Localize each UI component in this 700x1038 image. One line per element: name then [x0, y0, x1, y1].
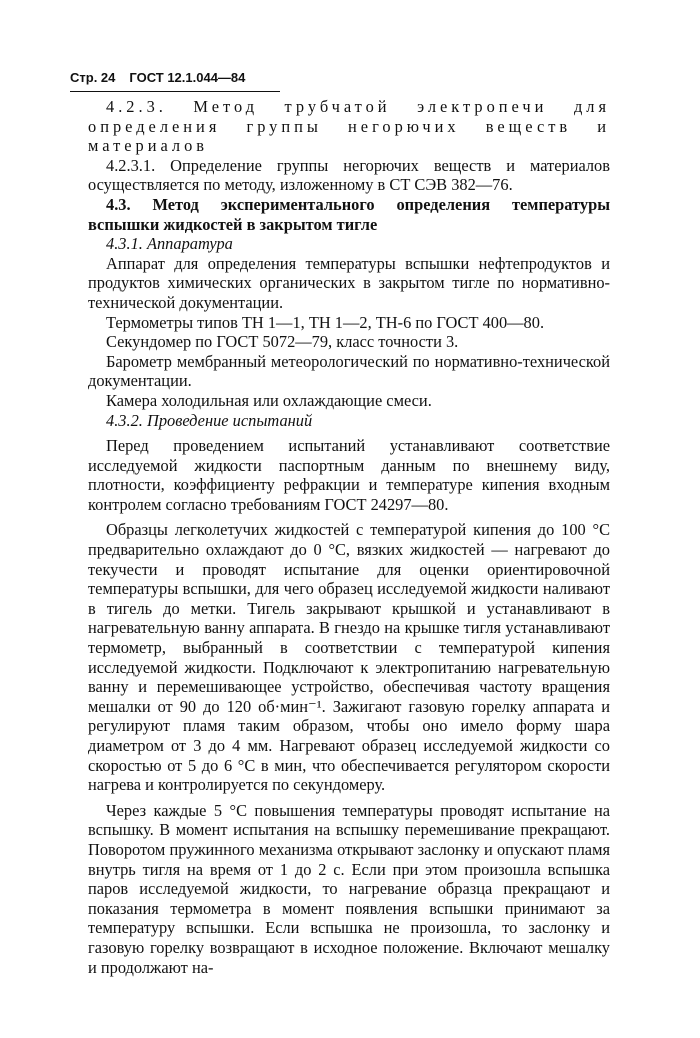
paragraph-4-2-3-1: 4.2.3.1. Определение группы негорючих веществ и материалов осуществляется по методу, изложенному в СТ СЭВ 382—76.	[88, 155, 610, 195]
section-heading-4-3: 4.3. Метод экспериментального определения температуры вспышки жидкостей в закрытом тигле	[88, 194, 610, 234]
paragraph-apparatus: Аппарат для определения температуры вспышки нефтепродуктов и продуктов химических органических в закрытом тигле по нормативно-технической документации.	[88, 253, 610, 312]
subheading-4-3-1: 4.3.1. Аппаратура	[106, 234, 233, 254]
page-number: Стр. 24	[70, 70, 116, 85]
page-header	[70, 70, 280, 92]
paragraph-flash-test: Через каждые 5 °С повышения температуры проводят испытание на вспышку. В момент испытания на вспышку перемешивание прекращают. Поворотом пружинного механизма открывают заслонку и опускают пламя внутрь тигля на время от 1 до 2 с. Если при этом произошла вспышка паров исследуемой жидкости, то нагревание образца прекращают и показания термометра в момент появления вспышки принимают за температуру вспышки. Если вспышка не произошла, то заслонку и газовую горелку возвращают в исходное положение. Включают мешалку и продолжают на-	[88, 800, 610, 977]
standard-number: ГОСТ 12.1.044—84	[129, 70, 246, 85]
paragraph-thermometers: Термометры типов ТН 1—1, ТН 1—2, ТН-6 по ГОСТ 400—80.	[106, 312, 545, 332]
page-body	[88, 97, 610, 977]
paragraph-stopwatch: Секундомер по ГОСТ 5072—79, класс точности 3.	[106, 332, 459, 352]
subheading-4-3-2: 4.3.2. Проведение испытаний	[106, 410, 313, 430]
section-heading-4-2-3: 4.2.3. Метод трубчатой электропечи для определения группы негорючих веществ и материалов	[88, 97, 610, 156]
paragraph-volatile-samples: Образцы легколетучих жидкостей с температурой кипения до 100 °С предварительно охлаждают до 0 °С, вязких жидкостей — нагревают до текучести и проводят испытание для оценки ориентировочной температуры вспышки, для чего образец исследуемой жидкости наливают в тигель до метки. Тигель закрывают крышкой и устанавливают в нагревательную ванну аппарата. В гнездо на крышке тигля устанавливают термометр, выбранный в соответствии с температурой кипения исследуемой жидкости. Подключают к электропитанию нагревательную ванну и перемешивающее устройство, обеспечивая частоту вращения мешалки от 90 до 120 об·мин⁻¹. Зажигают газовую горелку аппарата и регулируют пламя таким образом, чтобы оно имело форму шара диаметром от 3 до 4 мм. Нагревают образец исследуемой жидкости со скоростью от 5 до 6 °С в мин, что обеспечивается регулятором скорости нагрева и контролируется по секундомеру.	[88, 520, 610, 795]
paragraph-preparation: Перед проведением испытаний устанавливают соответствие исследуемой жидкости паспортным данным по внешнему виду, плотности, коэффициенту рефракции и температуре кипения входным контролем согласно требованиям ГОСТ 24297—80.	[88, 436, 610, 514]
paragraph-cooling-chamber: Камера холодильная или охлаждающие смеси.	[106, 390, 432, 410]
paragraph-barometer: Барометр мембранный метеорологический по нормативно-технической документации.	[88, 351, 610, 391]
